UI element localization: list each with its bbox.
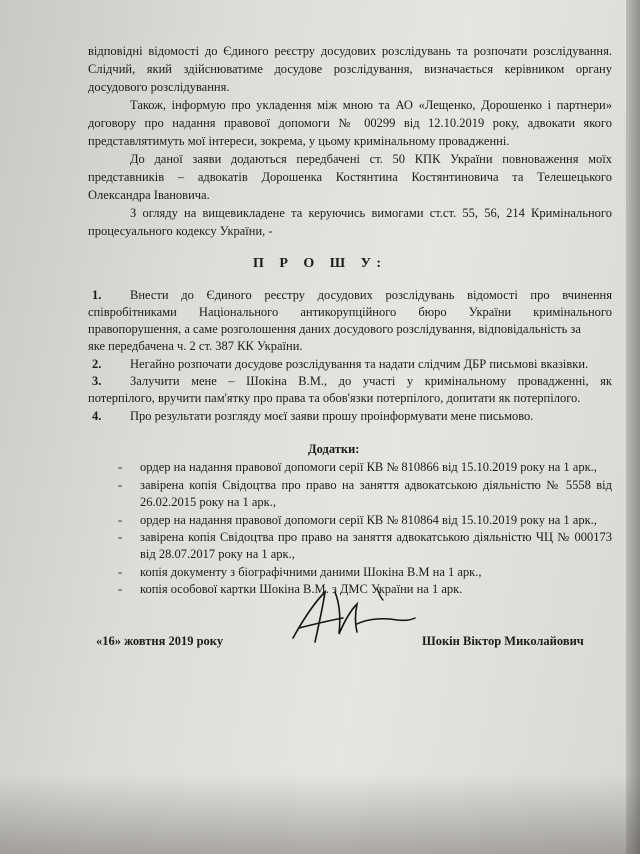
attachment-line: завірена копія Свідоцтва про право на заняття адвокатською діяльністю ЧЦ № 000173 (140, 530, 612, 544)
attachment-line: копія особової картки Шокіна В.М. з ДМС України на 1 арк. (140, 582, 463, 596)
attachment-line: завірена копія Свідоцтва про право на заняття адвокатською діяльністю № 5558 від (140, 478, 612, 492)
paragraph-line: До даної заяви додаються передбачені ст. 50 КПК України повноваження моїх (130, 152, 612, 166)
attachment-bullet: - (118, 513, 123, 527)
attachment-bullet: - (118, 565, 123, 579)
request-line: Внести до Єдиного реєстру досудових розслідувань відомості про вчинення (130, 288, 612, 302)
paragraph-line: процесуального кодексу України, - (88, 224, 273, 238)
paragraph-line: Слідчий, який здійснюватиме досудове розслідування, визначається керівником органу (88, 62, 612, 76)
paragraph-line: Олександра Івановича. (88, 188, 210, 202)
handwritten-signature (285, 580, 420, 660)
attachment-bullet: - (118, 582, 123, 596)
paragraph-line: досудового розслідування. (88, 80, 230, 94)
attachment-line: копія документу з біографічними даними Шокіна В.М на 1 арк., (140, 565, 482, 579)
request-line: Залучити мене – Шокіна В.М., до участі у кримінальному провадженні, як (130, 374, 612, 388)
attachment-bullet: - (118, 478, 123, 492)
attachment-bullet: - (118, 530, 123, 544)
request-number: 2. (92, 357, 102, 371)
request-line: правопорушення, а саме розголошення даних досудового розслідування, відповідальність за (88, 322, 581, 336)
request-number: 1. (92, 288, 102, 302)
request-line: Про результати розгляду моєї заяви прошу проінформувати мене письмово. (130, 409, 534, 423)
attachment-bullet: - (118, 460, 123, 474)
request-number: 4. (92, 409, 102, 423)
signer-name: Шокін Віктор Миколайович (422, 634, 584, 648)
paragraph-line: З огляду на вищевикладене та керуючись вимогами ст.ст. 55, 56, 214 Кримінального (130, 206, 612, 220)
attachments-title: Додатки: (308, 442, 360, 456)
request-number: 3. (92, 374, 102, 388)
request-line: потерпілого, вручити пам'ятку про права та обов'язки потерпілого, допитати як потерпілого. (88, 391, 581, 405)
request-title: П Р О Ш У: (252, 256, 388, 271)
request-line: яке передбачена ч. 2 ст. 387 КК України. (88, 339, 303, 353)
signature-date: «16» жовтня 2019 року (96, 634, 224, 648)
request-line: Негайно розпочати досудове розслідування та надати слідчим ДБР письмові вказівки. (130, 357, 589, 371)
paragraph-line: представників – адвокатів Дорошенка Костянтина Костянтиновича та Телешецького (88, 170, 612, 184)
paragraph-line: представлятимуть мої інтереси, зокрема, у цьому кримінальному провадженні. (88, 134, 510, 148)
attachment-line: від 28.07.2017 року на 1 арк., (140, 547, 295, 561)
page-edge-shadow (626, 0, 640, 854)
page-shadow (0, 774, 640, 854)
paragraph-line: договору про надання правової допомоги № 00299 від 12.10.2019 року, адвокати якого (88, 116, 612, 130)
attachment-line: ордер на надання правової допомоги серії КВ № 810866 від 15.10.2019 року на 1 арк., (140, 460, 597, 474)
paragraph-line: Також, інформую про укладення між мною та АО «Лещенко, Дорошенко і партнери» (130, 98, 612, 112)
attachment-line: 26.02.2015 року на 1 арк., (140, 495, 277, 509)
paragraph-line: відповідні відомості до Єдиного реєстру досудових розслідувань та розпочати розслідування. (88, 44, 612, 58)
request-line: співробітниками Національного антикорупційного бюро України кримінального (88, 305, 612, 319)
attachment-line: ордер на надання правової допомоги серії КВ № 810864 від 15.10.2019 року на 1 арк., (140, 513, 597, 527)
